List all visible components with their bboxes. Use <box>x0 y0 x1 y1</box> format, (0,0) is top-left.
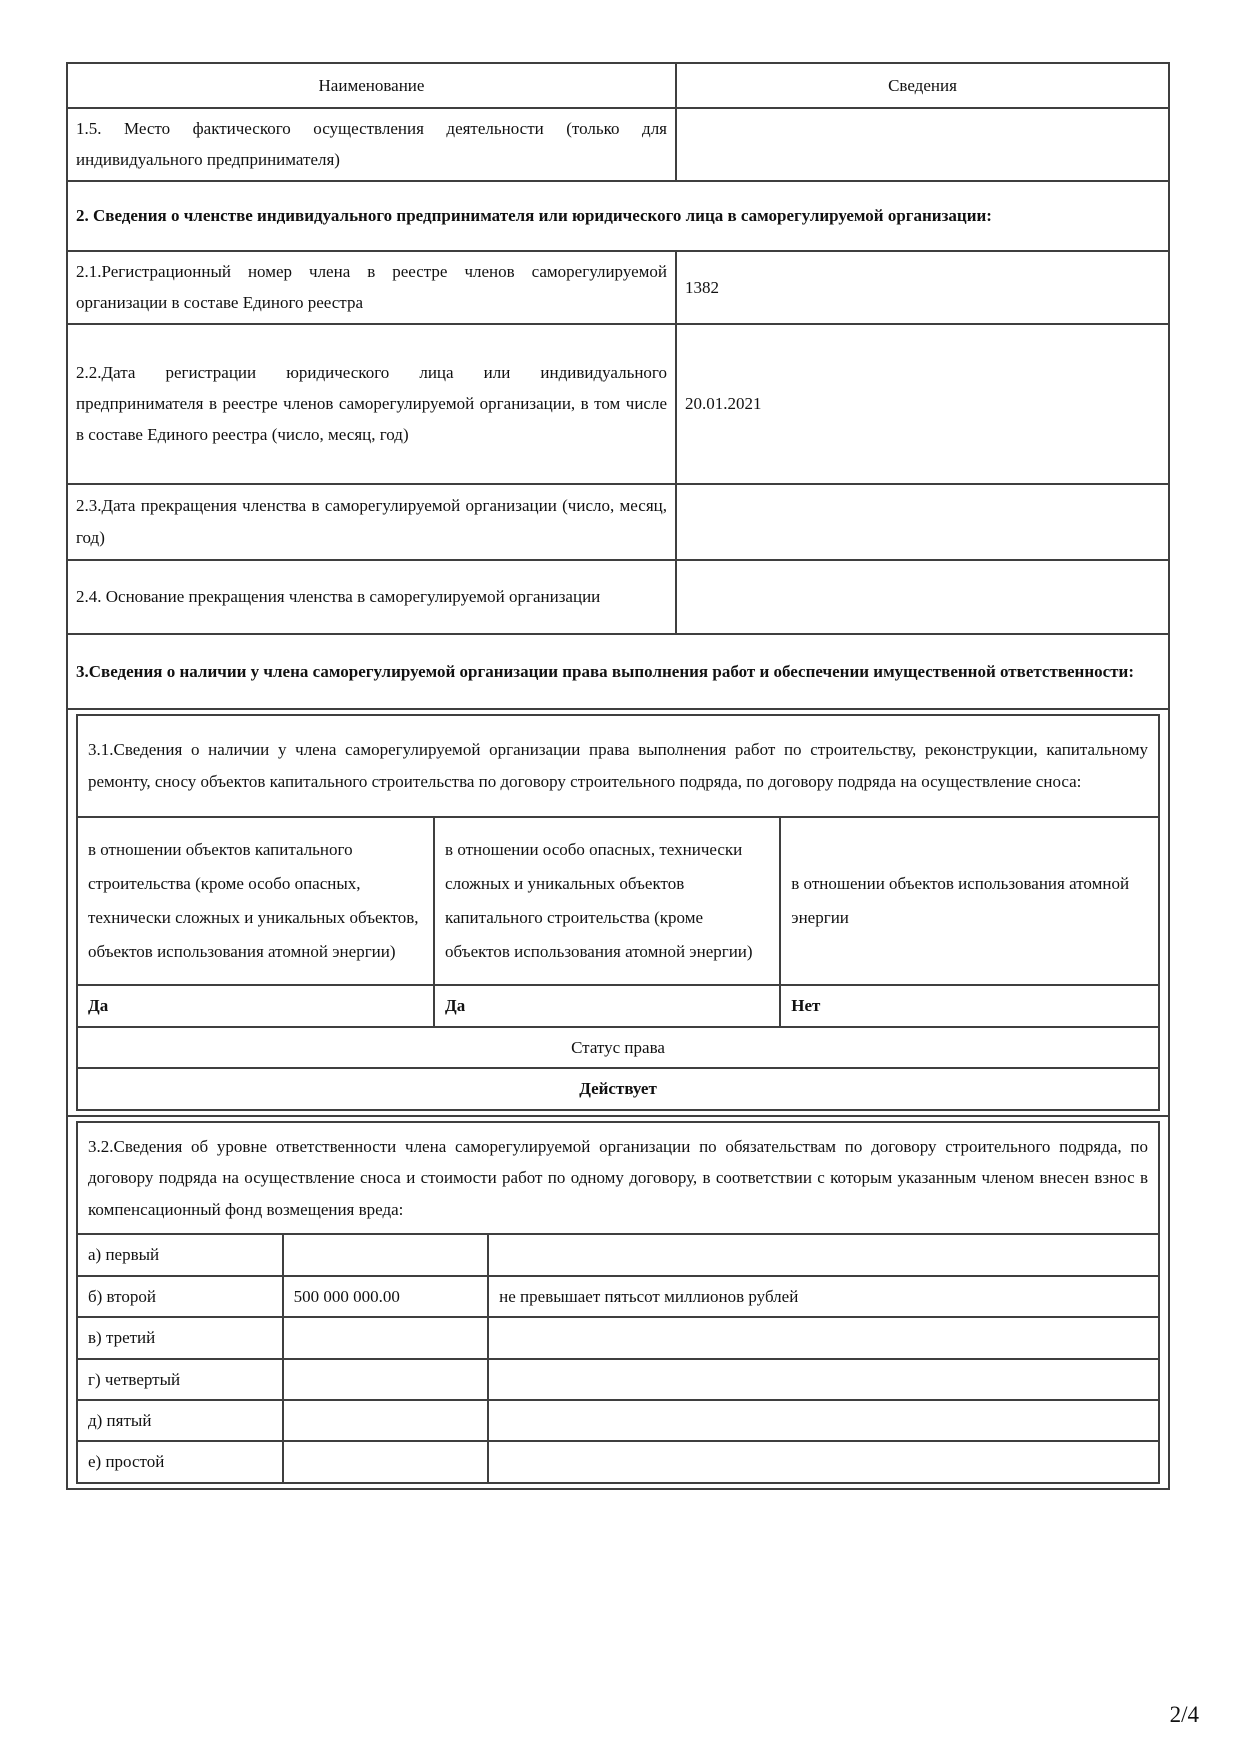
level-2-label: б) второй <box>77 1276 283 1317</box>
table-3-1 <box>76 714 1160 1111</box>
page-number: 2/4 <box>1169 1702 1199 1727</box>
table-row <box>67 560 1169 634</box>
rights-value-row <box>77 985 1159 1027</box>
row-2-2-value: 20.01.2021 <box>676 324 1169 484</box>
row-2-1-value: 1382 <box>676 251 1169 324</box>
rights-col-2-value: Да <box>434 985 780 1027</box>
row-3-2-intro <box>77 1122 1159 1234</box>
section-2-header-row <box>67 181 1169 251</box>
row-1-5-label: 1.5. Место фактического осуществления деятельности (только для индивидуального предпринимателя) <box>67 108 676 181</box>
level-1-description <box>488 1234 1159 1275</box>
level-4-label: г) четвертый <box>77 1359 283 1400</box>
rights-header-row <box>77 817 1159 985</box>
level-5-amount <box>283 1400 489 1441</box>
table-3-2 <box>76 1121 1160 1484</box>
rights-col-2-header: в отношении особо опасных, технически сложных и уникальных объектов капитального строительства (кроме объектов использования атомной энергии) <box>434 817 780 985</box>
level-row <box>77 1359 1159 1400</box>
level-row <box>77 1317 1159 1358</box>
rights-col-1-header: в отношении объектов капитального строительства (кроме особо опасных, технически сложных и уникальных объектов, объектов использования атомной энергии) <box>77 817 434 985</box>
level-row <box>77 1276 1159 1317</box>
column-header-name: Наименование <box>67 63 676 108</box>
table-row <box>67 108 1169 181</box>
level-row <box>77 1234 1159 1275</box>
status-label: Статус права <box>77 1027 1159 1068</box>
table-row <box>67 324 1169 484</box>
row-3-1-intro <box>77 715 1159 817</box>
level-3-label: в) третий <box>77 1317 283 1358</box>
row-2-4-label: 2.4. Основание прекращения членства в саморегулируемой организации <box>67 560 676 634</box>
status-value-row <box>77 1068 1159 1110</box>
section-3-1-intro: 3.1.Сведения о наличии у члена саморегулируемой организации права выполнения работ по строительству, реконструкции, капитальному ремонту, сносу объектов капитального строительства по договору строительного подряда, по договору подряда на осуществление сноса: <box>77 715 1159 817</box>
status-value: Действует <box>77 1068 1159 1110</box>
row-2-4-value <box>676 560 1169 634</box>
level-6-label: е) простой <box>77 1441 283 1482</box>
level-6-description <box>488 1441 1159 1482</box>
level-3-description <box>488 1317 1159 1358</box>
level-2-amount: 500 000 000.00 <box>283 1276 489 1317</box>
section-3-1-container <box>67 709 1169 1116</box>
row-2-2-label: 2.2.Дата регистрации юридического лица или индивидуального предпринимателя в реестре членов саморегулируемой организации, в том числе в составе Единого реестра (число, месяц, год) <box>67 324 676 484</box>
level-row <box>77 1400 1159 1441</box>
column-header-info: Сведения <box>676 63 1169 108</box>
main-table <box>66 62 1170 1490</box>
row-2-3-label: 2.3.Дата прекращения членства в саморегулируемой организации (число, месяц, год) <box>67 484 676 560</box>
section-2-title: 2. Сведения о членстве индивидуального предпринимателя или юридического лица в саморегулируемой организации: <box>67 181 1169 251</box>
table-row <box>67 251 1169 324</box>
section-3-2-container-row <box>67 1116 1169 1489</box>
rights-col-3-value: Нет <box>780 985 1159 1027</box>
header-row <box>67 63 1169 108</box>
level-6-amount <box>283 1441 489 1482</box>
section-3-2-intro: 3.2.Сведения об уровне ответственности члена саморегулируемой организации по обязательствам по договору строительного подряда, по договору подряда на осуществление сноса и стоимости работ по одному договору, в соответствии с которым указанным членом внесен взнос в компенсационный фонд возмещения вреда: <box>77 1122 1159 1234</box>
level-4-amount <box>283 1359 489 1400</box>
status-label-row <box>77 1027 1159 1068</box>
level-3-amount <box>283 1317 489 1358</box>
level-4-description <box>488 1359 1159 1400</box>
section-3-title: 3.Сведения о наличии у члена саморегулируемой организации права выполнения работ и обеспечении имущественной ответственности: <box>67 634 1169 709</box>
table-row <box>67 484 1169 560</box>
level-5-description <box>488 1400 1159 1441</box>
level-5-label: д) пятый <box>77 1400 283 1441</box>
rights-col-3-header: в отношении объектов использования атомной энергии <box>780 817 1159 985</box>
row-2-1-label: 2.1.Регистрационный номер члена в реестре членов саморегулируемой организации в составе Единого реестра <box>67 251 676 324</box>
row-2-3-value <box>676 484 1169 560</box>
level-row <box>77 1441 1159 1482</box>
rights-col-1-value: Да <box>77 985 434 1027</box>
level-1-amount <box>283 1234 489 1275</box>
level-1-label: а) первый <box>77 1234 283 1275</box>
row-1-5-value <box>676 108 1169 181</box>
section-3-2-container <box>67 1116 1169 1489</box>
level-2-description: не превышает пятьсот миллионов рублей <box>488 1276 1159 1317</box>
section-3-header-row <box>67 634 1169 709</box>
section-3-1-container-row <box>67 709 1169 1116</box>
